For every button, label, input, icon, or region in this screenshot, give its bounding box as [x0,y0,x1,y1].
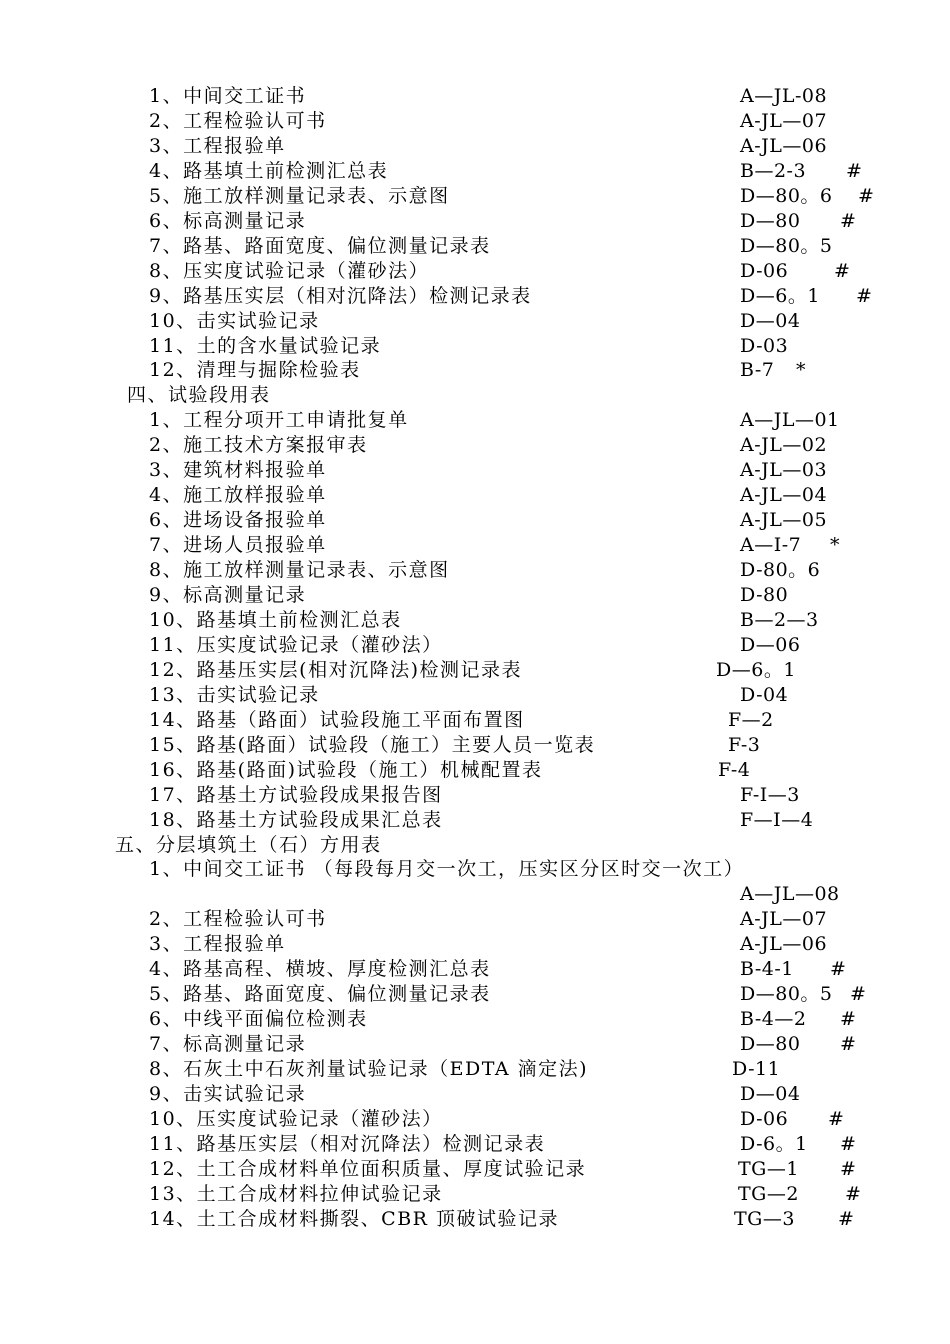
form-code: D-03 [740,334,789,357]
list-item [0,159,950,184]
list-item [0,433,950,458]
item-title: 9、路基压实层（相对沉降法）检测记录表 [149,284,532,307]
list-item [0,1157,950,1182]
list-item [0,408,950,433]
item-title: 6、中线平面偏位检测表 [149,1008,368,1031]
mark-symbol: # [856,284,872,307]
form-code: A—I-7 [740,534,802,557]
list-item [0,882,950,907]
form-code: D-80 [740,584,789,606]
form-code: A—JL-08 [740,85,828,107]
item-title: 7、标高测量记录 [149,1033,307,1056]
item-title: 10、压实度试验记录（灌砂法） [149,1107,443,1130]
list-item [0,907,950,932]
form-code: A-JL—04 [740,484,828,507]
list-item [0,1007,950,1032]
list-item [0,558,950,583]
item-title: 14、土工合成材料撕裂、CBR 顶破试验记录 [149,1207,560,1230]
item-title: 12、路基压实层(相对沉降法)检测记录表 [149,658,523,681]
form-code: D-6。1 [740,1132,808,1155]
list-item [0,608,950,633]
item-title: 2、施工技术方案报审表 [149,434,368,457]
item-title: 五、分层填筑土（石）方用表 [115,833,382,856]
form-code: D-80。6 [740,559,821,582]
form-code: A-JL—06 [740,134,828,157]
list-item [0,733,950,758]
item-title: 13、土工合成材料拉伸试验记录 [149,1182,443,1205]
list-item [0,483,950,508]
form-code: D—06 [740,633,801,656]
form-code: D—80。6 [740,184,833,207]
item-title: 3、工程报验单 [149,134,286,157]
list-item [0,658,950,683]
form-code: D-04 [740,683,789,706]
item-title: 4、路基高程、横坡、厚度检测汇总表 [149,958,491,981]
item-title: 4、路基填土前检测汇总表 [149,159,389,182]
form-code: D-06 [740,1107,789,1130]
list-item [0,758,950,783]
item-title: 9、标高测量记录 [149,584,307,606]
form-code: A—JL—08 [740,883,840,906]
form-code: D-06 [740,259,789,282]
item-title: 1、中间交工证书 （每段每月交一次工，压实区分区时交一次工） [149,858,745,881]
list-item [0,1182,950,1207]
item-title: 10、路基填土前检测汇总表 [149,608,402,631]
list-item [0,383,950,408]
item-title: 7、进场人员报验单 [149,534,327,557]
item-title: 11、压实度试验记录（灌砂法） [149,633,443,656]
form-code: TG—3 [734,1207,795,1230]
item-title: 18、路基土方试验段成果汇总表 [149,808,443,831]
list-item [0,583,950,608]
form-code: D—80 [740,209,801,232]
list-item [0,783,950,808]
item-title: 5、路基、路面宽度、偏位测量记录表 [149,983,491,1006]
list-item [0,857,950,882]
item-title: 9、击实试验记录 [149,1083,307,1105]
mark-symbol: # [840,209,856,232]
mark-symbol: # [850,983,866,1006]
item-title: 1、工程分项开工申请批复单 [149,409,409,432]
form-code: D—80 [740,1033,801,1056]
item-title: 3、工程报验单 [149,933,286,956]
form-code: F-I—3 [740,783,800,806]
item-title: 12、清理与掘除检验表 [149,359,361,382]
item-title: 16、路基(路面)试验段（施工）机械配置表 [149,758,543,781]
list-item [0,1107,950,1132]
list-item [0,708,950,733]
item-title: 11、路基压实层（相对沉降法）检测记录表 [149,1132,546,1155]
mark-symbol: # [840,1157,856,1180]
list-item [0,1207,950,1232]
mark-symbol: # [834,259,850,282]
mark-symbol: # [830,958,846,981]
list-item [0,833,950,858]
form-code: B—2-3 [740,159,807,182]
mark-symbol: # [840,1132,856,1155]
item-title: 10、击实试验记录 [149,309,320,332]
form-code: B-4—2 [740,1008,807,1031]
item-title: 2、工程检验认可书 [149,908,327,931]
form-code: TG—2 [738,1182,799,1205]
mark-symbol: * [830,534,840,557]
form-code: B-4-1 [740,958,794,981]
form-code: D-11 [732,1058,781,1081]
item-title: 1、中间交工证书 [149,85,307,107]
form-code: A-JL—05 [740,509,828,532]
item-title: 8、施工放样测量记录表、示意图 [149,559,450,582]
form-code: TG—1 [738,1157,799,1180]
list-item [0,533,950,558]
list-item [0,957,950,982]
item-title: 5、施工放样测量记录表、示意图 [149,184,450,207]
list-item [0,683,950,708]
form-code: F-3 [728,733,761,756]
form-code: A-JL—02 [740,434,828,457]
item-title: 17、路基土方试验段成果报告图 [149,783,443,806]
form-code: A-JL—07 [740,908,828,931]
list-item [0,458,950,483]
list-item [0,633,950,658]
mark-symbol: * [796,359,806,382]
list-item [0,309,950,334]
list-item [0,109,950,134]
list-item [0,1132,950,1157]
list-item [0,84,950,109]
form-code: D—80。5 [740,234,833,257]
form-code: A-JL—07 [740,109,828,132]
item-title: 14、路基（路面）试验段施工平面布置图 [149,708,525,731]
item-title: 7、路基、路面宽度、偏位测量记录表 [149,234,491,257]
form-code: B—2—3 [740,608,819,631]
list-item [0,982,950,1007]
list-item [0,234,950,259]
item-title: 8、压实度试验记录（灌砂法） [149,259,430,282]
list-item [0,259,950,284]
item-title: 8、石灰土中石灰剂量试验记录（EDTA 滴定法) [149,1058,588,1081]
item-title: 四、试验段用表 [127,384,271,407]
list-item [0,1057,950,1082]
item-title: 6、进场设备报验单 [149,509,327,532]
list-item [0,284,950,309]
item-title: 4、施工放样报验单 [149,484,327,507]
form-code: A-JL—06 [740,933,828,956]
list-item [0,932,950,957]
form-code: D—04 [740,309,801,332]
item-title: 13、击实试验记录 [149,683,320,706]
form-code: A-JL—03 [740,459,828,482]
list-item [0,808,950,833]
form-code: D—6。1 [716,658,796,681]
item-title: 6、标高测量记录 [149,209,307,232]
list-item [0,334,950,359]
item-title: 2、工程检验认可书 [149,109,327,132]
list-item [0,209,950,234]
mark-symbol: # [828,1107,844,1130]
form-code: F—I—4 [740,808,814,831]
mark-symbol: # [858,184,874,207]
list-item [0,134,950,159]
mark-symbol: # [840,1008,856,1031]
mark-symbol: # [840,1033,856,1056]
form-code: F-4 [718,758,751,781]
item-title: 3、建筑材料报验单 [149,459,327,482]
form-code: B-7 [740,359,775,382]
form-code: F—2 [728,708,774,731]
item-title: 12、土工合成材料单位面积质量、厚度试验记录 [149,1157,587,1180]
form-code: A—JL—01 [740,409,840,432]
form-code: D—6。1 [740,284,820,307]
mark-symbol: # [845,1182,861,1205]
mark-symbol: # [838,1207,854,1230]
item-title: 11、土的含水量试验记录 [149,334,382,357]
list-item [0,358,950,383]
list-item [0,184,950,209]
list-item [0,508,950,533]
list-item [0,1082,950,1107]
form-code: D—04 [740,1083,801,1105]
mark-symbol: # [846,159,862,182]
form-code: D—80。5 [740,983,833,1006]
list-item [0,1032,950,1057]
item-title: 15、路基(路面）试验段（施工）主要人员一览表 [149,733,596,756]
